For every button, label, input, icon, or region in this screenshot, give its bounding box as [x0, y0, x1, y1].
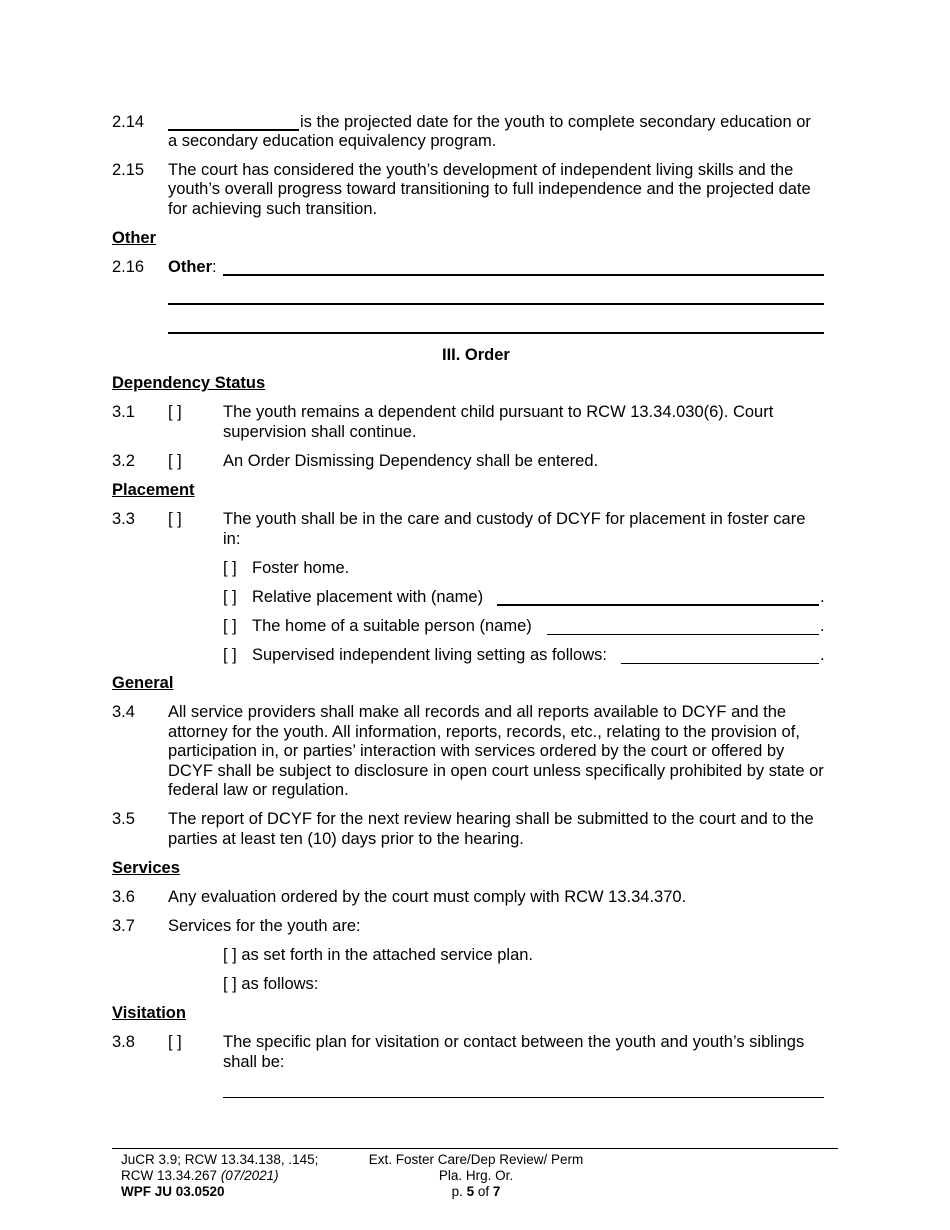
- other-colon: :: [212, 258, 217, 276]
- supervised-living-field[interactable]: [621, 663, 819, 664]
- section-text: The report of DCYF for the next review hearing shall be submitted to the court and to the: [168, 810, 814, 828]
- other-label: [168, 258, 217, 278]
- section-number: 2.14: [112, 113, 145, 131]
- checkbox-relative-placement[interactable]: [ ]: [223, 588, 237, 606]
- dependency-status-heading: Dependency Status: [112, 374, 266, 392]
- section-text: federal law or regulation.: [168, 781, 349, 799]
- section-number: 3.7: [112, 917, 135, 935]
- projected-date-blank[interactable]: [168, 129, 299, 131]
- footer-date: (07/2021): [220, 1168, 279, 1183]
- services-heading: Services: [112, 859, 180, 877]
- section-number: 3.1: [112, 403, 135, 421]
- visitation-plan-field[interactable]: [223, 1097, 824, 1098]
- relative-name-field[interactable]: [497, 604, 819, 606]
- checkbox-3-8[interactable]: [ ]: [168, 1033, 182, 1051]
- section-text: supervision shall continue.: [223, 423, 417, 441]
- section-text: The youth shall be in the care and custody of DCYF for placement in foster care: [223, 510, 806, 528]
- section-text: The youth remains a dependent child pursuant to RCW 13.34.030(6). Court: [223, 403, 774, 421]
- option-period: .: [820, 646, 825, 664]
- checkbox-3-2[interactable]: [ ]: [168, 452, 182, 470]
- footer-page-total: 7: [492, 1184, 501, 1199]
- general-heading: General: [112, 674, 174, 692]
- footer-page-prefix: p.: [451, 1184, 467, 1199]
- other-blank-line-1[interactable]: [223, 274, 824, 276]
- section-text: All service providers shall make all records and all reports available to DCYF and the: [168, 703, 787, 721]
- option-label: Foster home.: [252, 559, 350, 577]
- option-label: Supervised independent living setting as follows:: [252, 646, 607, 664]
- checkbox-service-plan[interactable]: [ ] as set forth in the attached service plan.: [223, 946, 534, 964]
- order-title: III. Order: [442, 346, 510, 364]
- section-text: attorney for the youth. All information, reports, records, etc., relating to the provision of,: [168, 723, 800, 741]
- footer-page-of: of: [474, 1184, 493, 1199]
- checkbox-3-3[interactable]: [ ]: [168, 510, 182, 528]
- section-number: 2.16: [112, 258, 145, 276]
- section-number: 3.5: [112, 810, 135, 828]
- section-text: for achieving such transition.: [168, 200, 378, 218]
- section-text: a secondary education equivalency program.: [168, 132, 497, 150]
- checkbox-services-as-follows[interactable]: [ ] as follows:: [223, 975, 319, 993]
- checkbox-suitable-person[interactable]: [ ]: [223, 617, 237, 635]
- placement-heading: Placement: [112, 481, 195, 499]
- other-label-text: Other: [168, 258, 213, 276]
- other-blank-line-3[interactable]: [168, 332, 824, 334]
- other-blank-line-2[interactable]: [168, 303, 824, 305]
- footer-form-number: WPF JU 03.0520: [121, 1184, 225, 1199]
- checkbox-supervised-living[interactable]: [ ]: [223, 646, 237, 664]
- checkbox-foster-home[interactable]: [ ]: [223, 559, 237, 577]
- section-text: shall be:: [223, 1053, 285, 1071]
- section-number: 2.15: [112, 161, 145, 179]
- footer-rcw: RCW 13.34.267: [121, 1168, 221, 1183]
- section-number: 3.2: [112, 452, 135, 470]
- section-text: in:: [223, 530, 241, 548]
- footer-left: [121, 1152, 318, 1200]
- option-period: .: [820, 588, 825, 606]
- visitation-heading: Visitation: [112, 1004, 186, 1022]
- footer-center: [330, 1152, 622, 1200]
- footer-form-title: Ext. Foster Care/Dep Review/ Perm: [368, 1152, 584, 1167]
- option-period: .: [820, 617, 825, 635]
- section-number: 3.3: [112, 510, 135, 528]
- section-number: 3.6: [112, 888, 135, 906]
- section-number: 3.8: [112, 1033, 135, 1051]
- section-text: An Order Dismissing Dependency shall be entered.: [223, 452, 599, 470]
- footer-rule: [112, 1148, 838, 1149]
- section-text: youth’s overall progress toward transitioning to full independence and the projected date: [168, 180, 811, 198]
- footer-rcw-line: [121, 1168, 318, 1184]
- other-heading: Other: [112, 229, 157, 247]
- footer-page: 5: [466, 1184, 475, 1199]
- section-text: is the projected date for the youth to complete secondary education or: [300, 113, 811, 131]
- section-text: parties at least ten (10) days prior to the hearing.: [168, 830, 524, 848]
- section-number: 3.4: [112, 703, 135, 721]
- option-label: Relative placement with (name): [252, 588, 484, 606]
- footer-rule-citation: JuCR 3.9; RCW 13.34.138, .145;: [121, 1152, 319, 1167]
- section-text: Any evaluation ordered by the court must comply with RCW 13.34.370.: [168, 888, 687, 906]
- section-text: participation in, or parties’ interaction with services ordered by the court or offered by: [168, 742, 785, 760]
- checkbox-3-1[interactable]: [ ]: [168, 403, 182, 421]
- section-text: Services for the youth are:: [168, 917, 361, 935]
- section-text: The court has considered the youth’s development of independent living skills and the: [168, 161, 794, 179]
- section-text: The specific plan for visitation or contact between the youth and youth’s siblings: [223, 1033, 805, 1051]
- footer-page-number: [330, 1184, 622, 1200]
- option-label: The home of a suitable person (name): [252, 617, 532, 635]
- footer-form-title-2: Pla. Hrg. Or.: [438, 1168, 514, 1183]
- section-text: DCYF shall be subject to disclosure in open court unless specifically prohibited by state or: [168, 762, 824, 780]
- suitable-person-name-field[interactable]: [547, 634, 819, 635]
